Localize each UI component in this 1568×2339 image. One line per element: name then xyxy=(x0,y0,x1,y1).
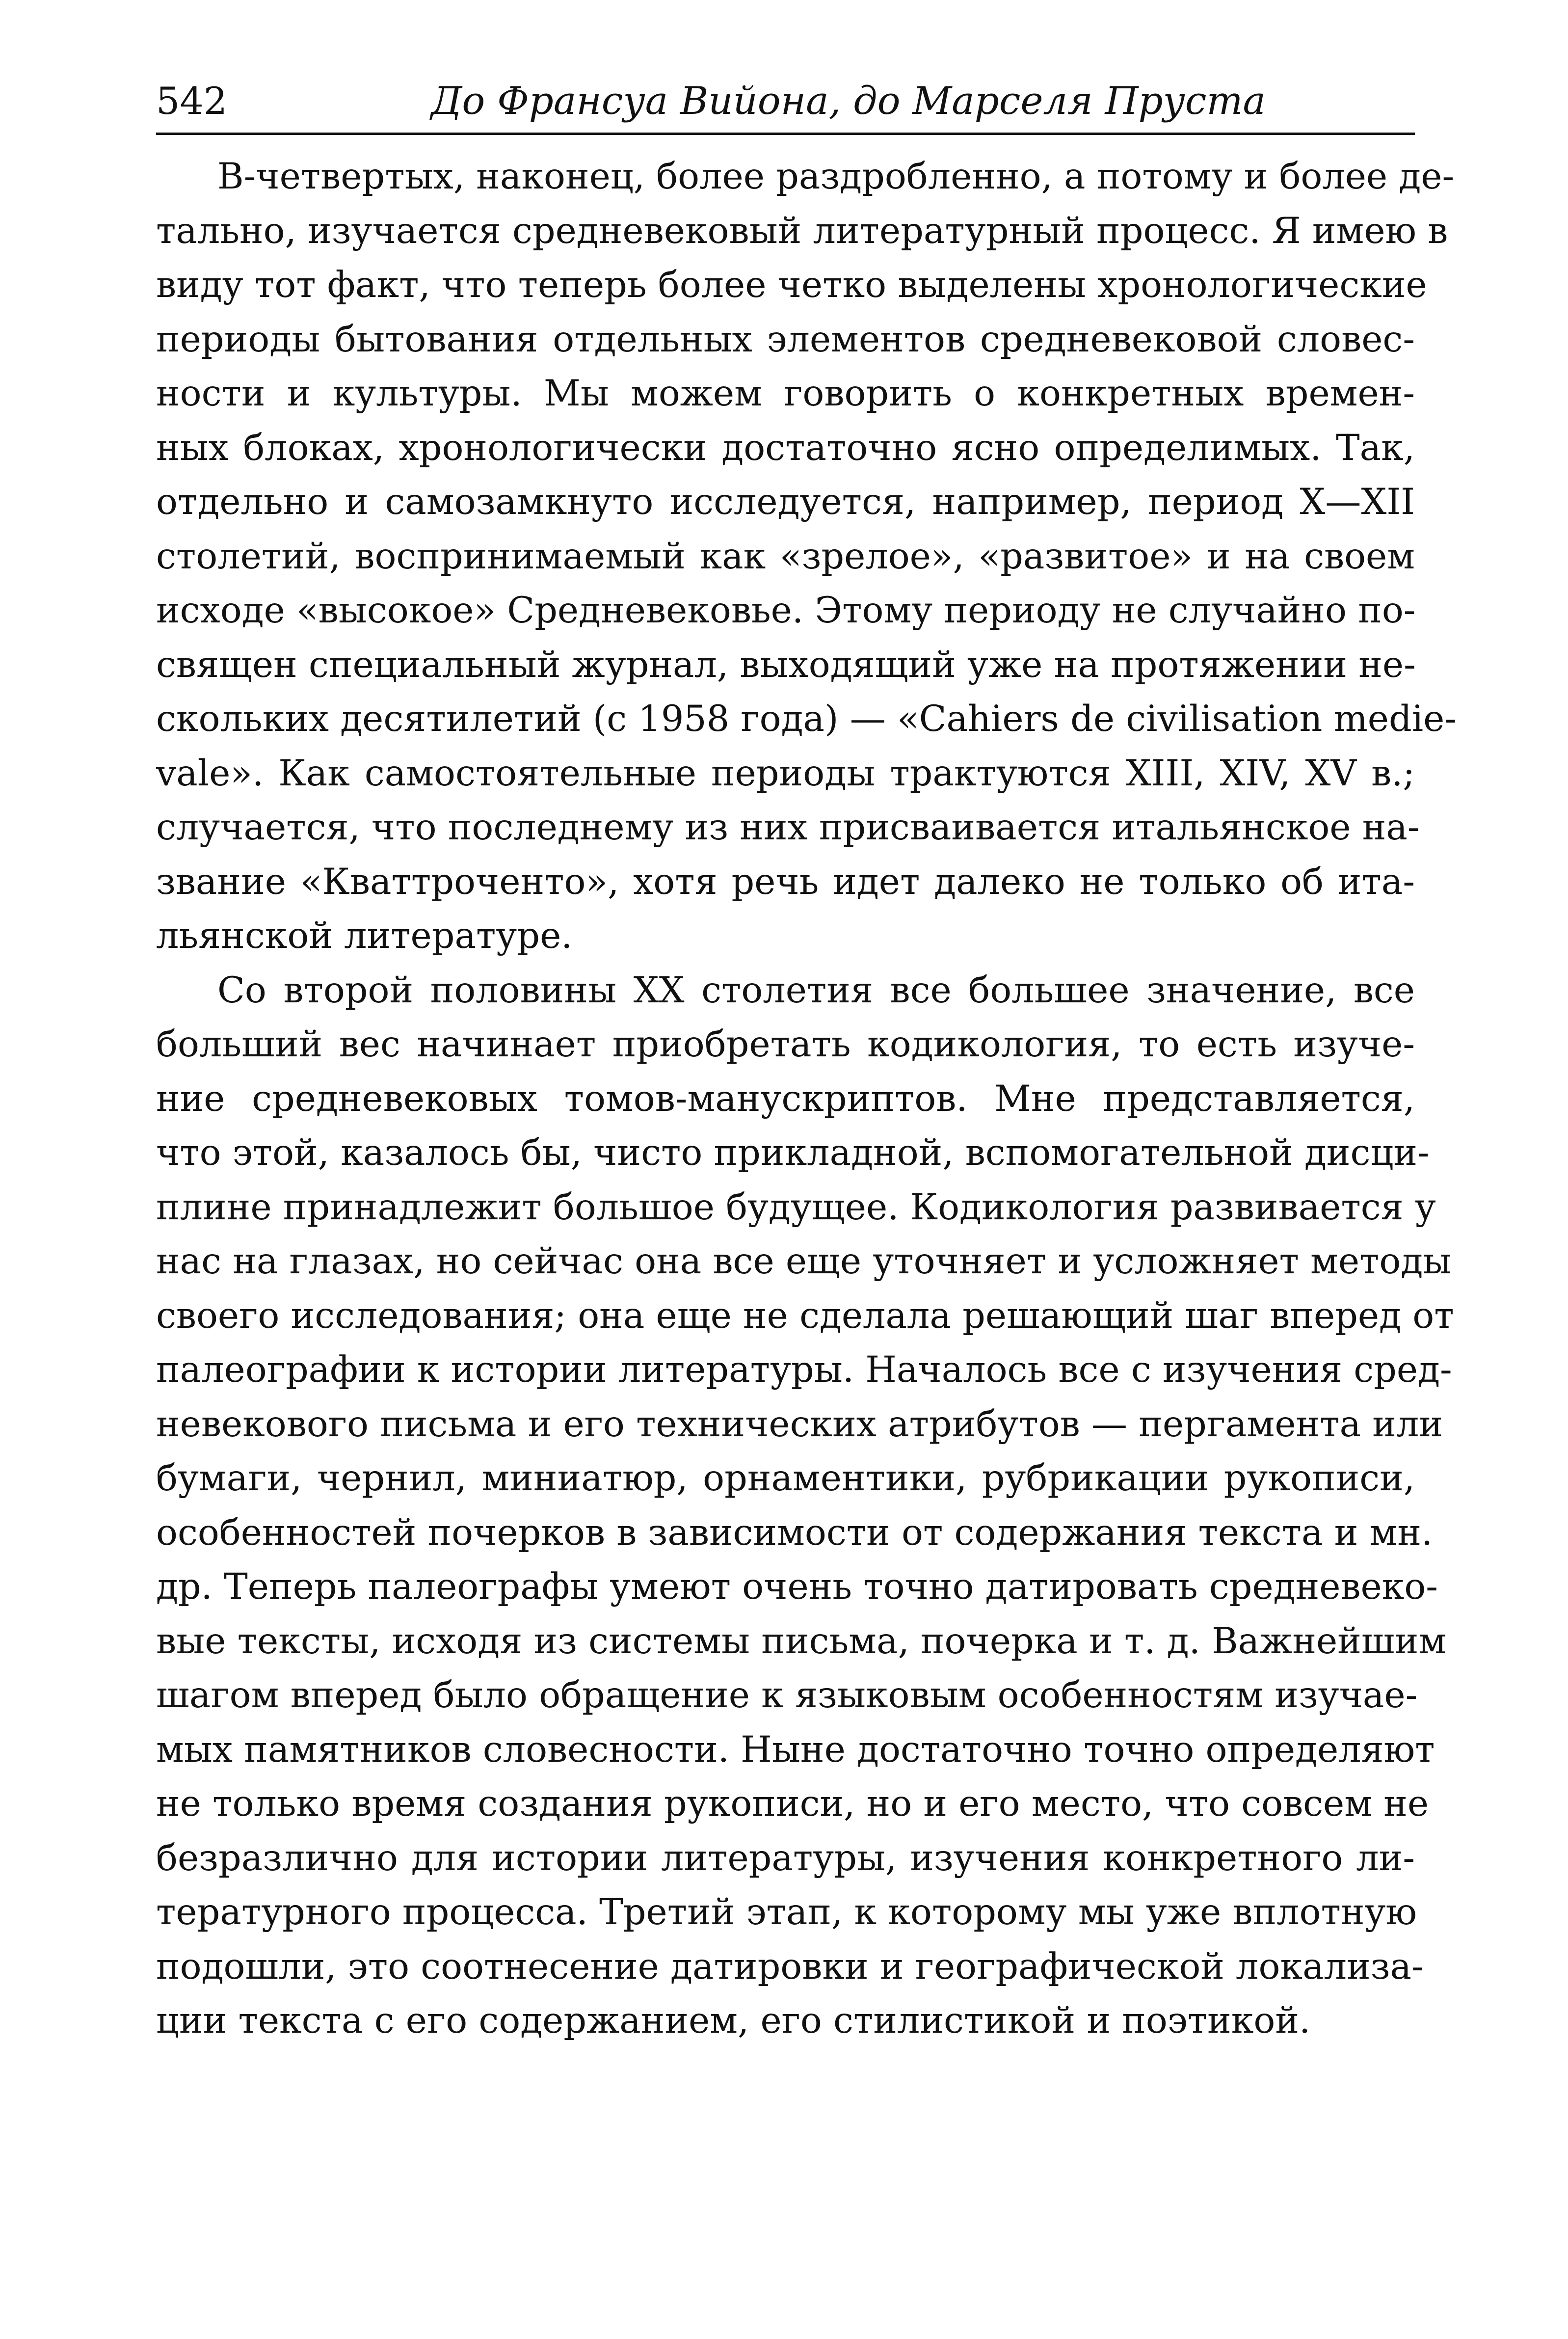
text-line: ние средневековых томов-манускриптов. Мне представляется, xyxy=(156,1077,1415,1120)
text-line: шагом вперед было обращение к языковым особенностям изучае- xyxy=(156,1674,1418,1716)
text-line: не только время создания рукописи, но и его место, что совсем не xyxy=(156,1783,1429,1825)
text-line: ции текста с его содержанием, его стилистикой и поэтикой. xyxy=(156,2000,1311,2042)
text-line: случается, что последнему из них присваивается итальянское на- xyxy=(156,807,1420,848)
body-text xyxy=(156,150,1457,2048)
text-line: виду тот факт, что теперь более четко выделены хронологические xyxy=(156,264,1427,306)
text-line: особенностей почерков в зависимости от содержания текста и мн. xyxy=(156,1511,1433,1554)
text-line: периоды бытования отдельных элементов средневековой словес- xyxy=(156,318,1415,360)
running-title: До Франсуа Вийона, до Марселя Пруста xyxy=(431,79,1266,123)
text-line: звание «Кваттроченто», хотя речь идет далеко не только об ита- xyxy=(156,860,1415,903)
text-line: бумаги, чернил, миниатюр, орнаментики, рубрикации рукописи, xyxy=(156,1457,1415,1499)
text-line: тературного процесса. Третий этап, к которому мы уже вплотную xyxy=(156,1891,1417,1933)
paragraph xyxy=(156,964,1454,2048)
text-line: вые тексты, исходя из системы письма, почерка и т. д. Важнейшим xyxy=(156,1620,1447,1662)
text-line: ности и культуры. Мы можем говорить о конкретных времен- xyxy=(156,373,1415,414)
paragraph xyxy=(156,150,1457,964)
text-line: льянской литературе. xyxy=(156,915,573,957)
text-line: священ специальный журнал, выходящий уже на протяжении не- xyxy=(156,644,1416,686)
running-header xyxy=(156,74,1415,135)
text-line: безразлично для истории литературы, изучения конкретного ли- xyxy=(156,1837,1415,1879)
text-line: палеографии к истории литературы. Началось все с изучения сред- xyxy=(156,1349,1452,1391)
text-line: невекового письма и его технических атрибутов — пергамента или xyxy=(156,1403,1443,1445)
text-line: др. Теперь палеографы умеют очень точно датировать средневеко- xyxy=(156,1566,1438,1608)
text-line: ных блоках, хронологически достаточно ясно определимых. Так, xyxy=(156,427,1415,469)
text-line: своего исследования; она еще не сделала решающий шаг вперед от xyxy=(156,1294,1454,1337)
text-line: отдельно и самозамкнуто исследуется, например, период X—XII xyxy=(156,481,1415,523)
text-line: исходе «высокое» Средневековье. Этому периоду не случайно по- xyxy=(156,590,1416,631)
text-line: скольких десятилетий (с 1958 года) — «Cahiers de civilisation medie- xyxy=(156,698,1457,740)
text-line: нас на глазах, но сейчас она все еще уточняет и усложняет методы xyxy=(156,1240,1452,1282)
page-number: 542 xyxy=(156,79,228,123)
text-line: плине принадлежит большое будущее. Кодикология развивается у xyxy=(156,1186,1436,1228)
text-line: что этой, казалось бы, чисто прикладной, вспомогательной дисци- xyxy=(156,1132,1430,1174)
text-line: мых памятников словесности. Ныне достаточно точно определяют xyxy=(156,1728,1435,1771)
text-line: столетий, воспринимаемый как «зрелое», «развитое» и на своем xyxy=(156,535,1415,577)
text-line: vale». Как самостоятельные периоды трактуются XIII, XIV, XV в.; xyxy=(156,752,1415,794)
text-line: тально, изучается средневековый литературный процесс. Я имею в xyxy=(156,210,1448,252)
text-line: Со второй половины XX столетия все большее значение, все xyxy=(217,969,1415,1011)
text-line: больший вес начинает приобретать кодикология, то есть изуче- xyxy=(156,1023,1415,1065)
text-line: В-четвертых, наконец, более раздробленно, а потому и более де- xyxy=(217,156,1455,197)
text-line: подошли, это соотнесение датировки и географической локализа- xyxy=(156,1945,1424,1988)
